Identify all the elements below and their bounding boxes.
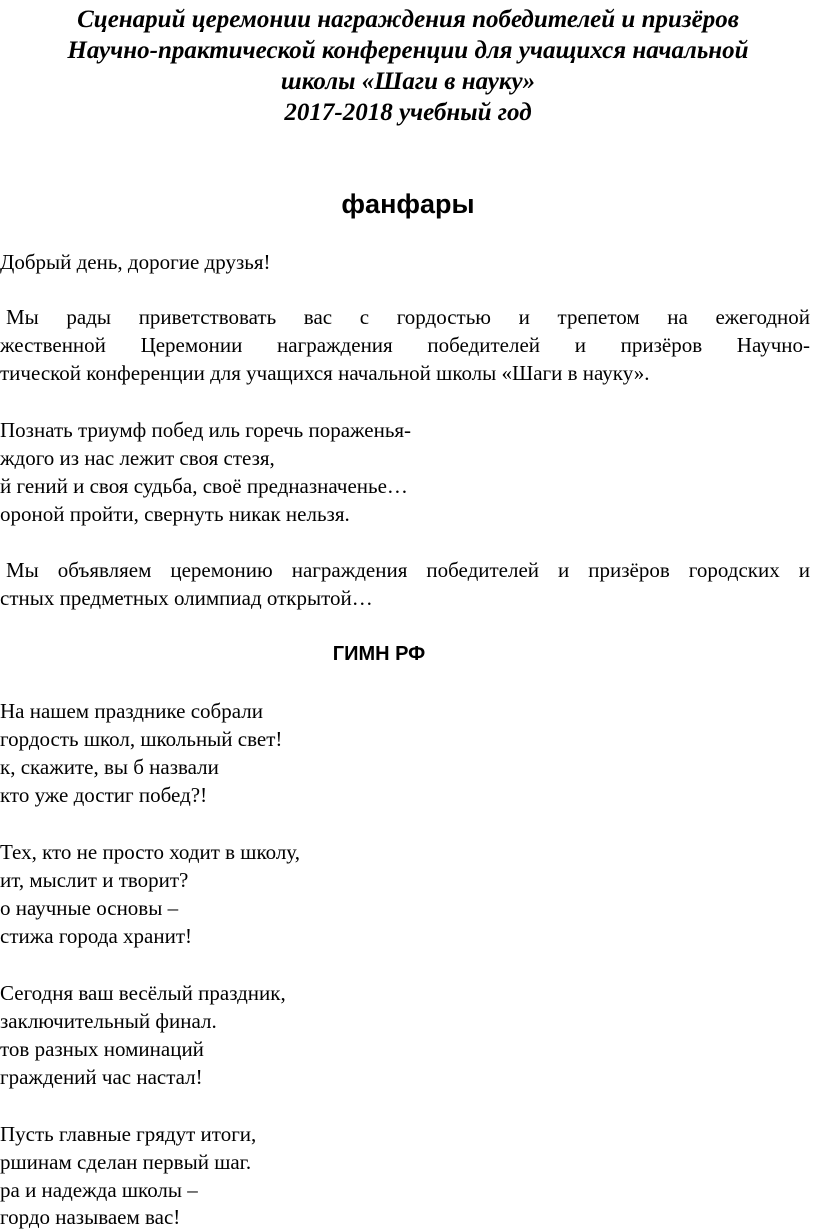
- text-line: Тех, кто не просто ходит в школу,: [0, 840, 300, 864]
- text-line: стных предметных олимпиад открытой…: [0, 586, 373, 610]
- title-line-2: Научно-практической конференции для учащихся начальной: [67, 37, 749, 64]
- text-line: Мы объявляем церемонию награждения победителей и призёров городских и: [6, 558, 810, 582]
- text-line: ждого из нас лежит своя стезя,: [0, 446, 275, 470]
- text-line: Познать триумф побед иль горечь пораженья-: [0, 418, 412, 442]
- text-line: гордо называем вас!: [0, 1205, 181, 1229]
- title-line-3: школы «Шаги в науку»: [280, 68, 536, 95]
- text-line: стижа города хранит!: [0, 924, 193, 948]
- text-line: ра и надежда школы –: [0, 1178, 198, 1202]
- text-line: тической конференции для учащихся начальной школы «Шаги в науку».: [0, 361, 650, 385]
- text-line: граждений час настал!: [0, 1065, 203, 1089]
- heading-gimn: ГИМН РФ: [332, 643, 426, 665]
- text-line: кто уже достиг побед?!: [0, 783, 208, 807]
- text-line: Пусть главные грядут итоги,: [0, 1122, 257, 1146]
- title-line-4: 2017-2018 учебный год: [284, 99, 532, 126]
- title-line-1: Сценарий церемонии награждения победителей и призёров: [77, 6, 739, 33]
- text-line: ит, мыслит и творит?: [0, 868, 189, 892]
- text-line: й гений и своя судьба, своё предназначенье…: [0, 474, 408, 498]
- text-line: о научные основы –: [0, 896, 179, 920]
- text-line: ороной пройти, свернуть никак нельзя.: [0, 502, 350, 526]
- text-line: к, скажите, вы б назвали: [0, 755, 219, 779]
- text-line: жественной Церемонии награждения победителей и призёров Научно-: [0, 333, 810, 357]
- text-line: Добрый день, дорогие друзья!: [0, 250, 271, 274]
- text-line: гордость школ, школьный свет!: [0, 727, 283, 751]
- text-line: заключительный финал.: [0, 1009, 217, 1033]
- heading-fanfary: фанфары: [341, 189, 475, 219]
- text-line: тов разных номинаций: [0, 1037, 204, 1061]
- text-line: Сегодня ваш весёлый праздник,: [0, 981, 286, 1005]
- text-line: На нашем празднике собрали: [0, 699, 263, 723]
- text-line: Мы рады приветствовать вас с гордостью и трепетом на ежегодной: [6, 305, 810, 329]
- document-title: [0, 4, 816, 128]
- text-line: ршинам сделан первый шаг.: [0, 1150, 252, 1174]
